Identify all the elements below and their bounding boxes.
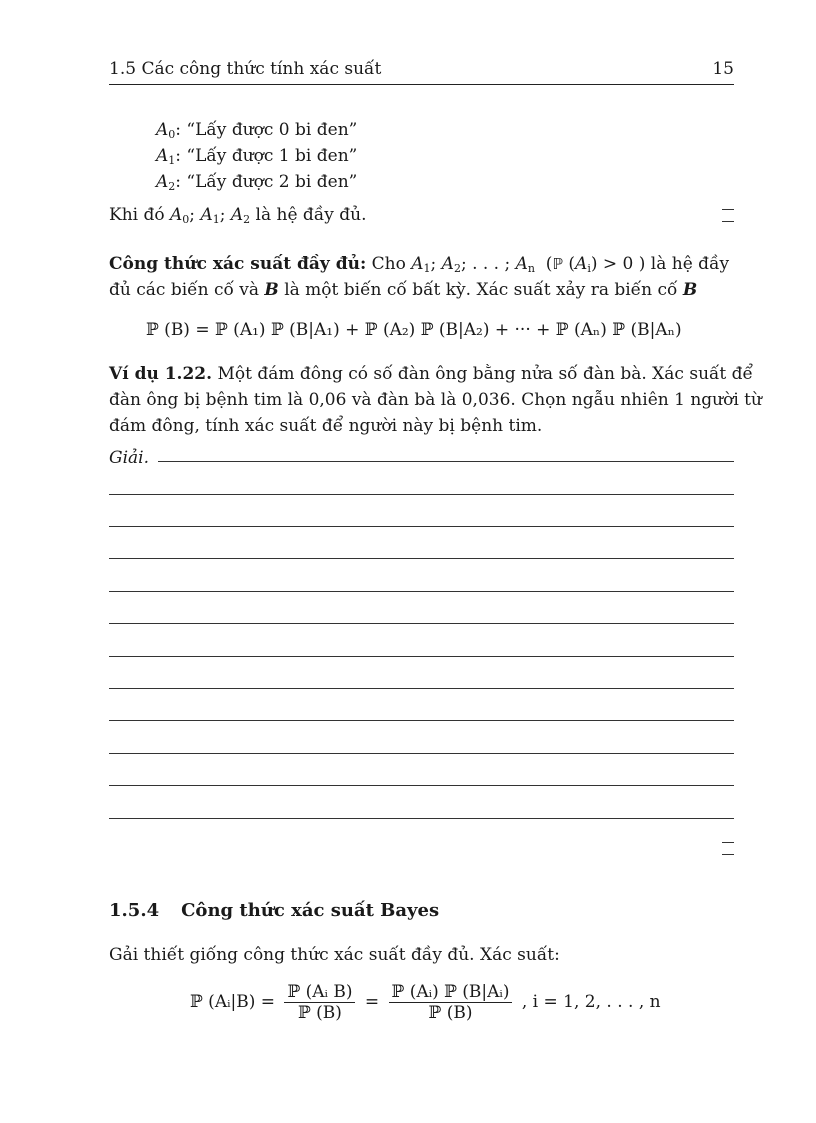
answer-line [109,753,734,754]
chapter-title: 1.5 Các công thức tính xác suất [109,59,382,79]
section-heading [109,900,439,921]
answer-line [109,720,734,721]
example-label: Ví dụ 1.22. [109,364,213,384]
answer-line [109,818,734,819]
section-intro: Gải thiết giống công thức xác suất đầy đủ. Xác suất: [109,945,560,965]
answer-line [109,623,734,624]
total-probability-statement: Công thức xác suất đầy đủ: Cho $A_1$; $A_2$; . . . ; $A_n$ (ℙ $(A_i) > 0$ ) là hệ đầy [109,254,730,275]
total-probability-formula: ℙ (B) = ℙ (A₁) ℙ (B|A₁) + ℙ (A₂) ℙ (B|A₂) + ··· + ℙ (Aₙ) ℙ (B|Aₙ) [146,320,682,340]
solution-label: Giải. [109,448,149,468]
end-of-proof-mark [722,209,734,223]
answer-line [109,494,734,495]
event-a1: $A_1$: “Lấy được 1 bi đen” [156,146,358,167]
answer-line [109,526,734,527]
running-header [109,58,734,85]
answer-line [109,558,734,559]
example-line1: Ví dụ 1.22. Một đám đông có số đàn ông bằng nửa số đàn bà. Xác suất để [109,364,754,384]
event-a0: $A_0$: “Lấy được 0 bi đen” [156,120,358,141]
fraction: $\frac{\text{ℙ (Aᵢ) ℙ (B|Aᵢ)}}{\text{ℙ (B)}}$ [389,982,513,1023]
conclusion-line: Khi đó $A_0$; $A_1$; $A_2$ là hệ đầy đủ. [109,205,367,226]
page-number: 15 [712,59,734,79]
total-probability-line2: đủ các biến cố và B là một biến cố bất kỳ. Xác suất xảy ra biến cố B [109,280,698,300]
example-line3: đám đông, tính xác suất để người này bị bệnh tim. [109,416,543,436]
section-number: 1.5.4 [109,900,160,921]
answer-line [109,785,734,786]
answer-line [109,656,734,657]
event-a2: $A_2$: “Lấy được 2 bi đen” [156,172,358,193]
answer-line [109,591,734,592]
example-line2: đàn ông bị bệnh tim là 0,06 và đàn bà là 0,036. Chọn ngẫu nhiên 1 người từ [109,390,762,410]
total-probability-heading: Công thức xác suất đầy đủ: [109,254,367,274]
section-title: Công thức xác suất Bayes [181,900,440,921]
bayes-formula: ℙ (Aᵢ|B) = $\frac{\text{ℙ (Aᵢ B)}}{\text{ℙ (B)}}$ = $\frac{\text{ℙ (Aᵢ) ℙ (B|Aᵢ)}}{\text{ℙ (B)}}$ , i = 1, 2, . . . , n [190,982,661,1023]
answer-line [158,461,734,462]
end-of-proof-mark [722,842,734,856]
answer-line [109,688,734,689]
fraction: $\frac{\text{ℙ (Aᵢ B)}}{\text{ℙ (B)}}$ [284,982,355,1023]
